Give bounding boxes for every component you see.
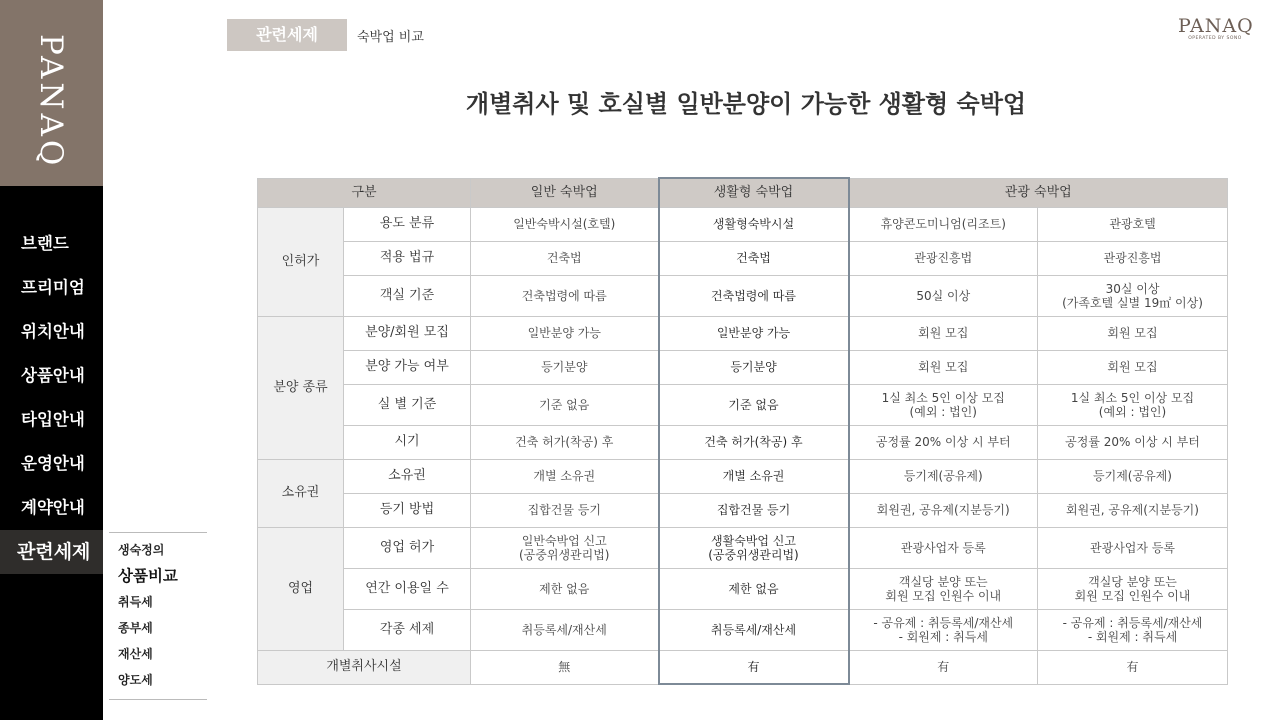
cell-note: - 회원제 : 취득세 [1087, 629, 1178, 644]
table-cell: 회원 모집 [849, 350, 1038, 384]
submenu-item-acquisition-tax[interactable]: 취득세 [118, 595, 153, 609]
table-cell: 50실 이상 [849, 275, 1038, 316]
table-cell: 등기분양 [471, 350, 659, 384]
row-label: 각종 세제 [344, 609, 471, 650]
table-row [258, 350, 1228, 384]
header-category: 구분 [258, 178, 471, 207]
table-cell: 공정률 20% 이상 시 부터 [1038, 425, 1228, 459]
table-cell [849, 568, 1038, 609]
table-cell: 일반숙박시설(호텔) [471, 207, 659, 241]
row-label: 연간 이용일 수 [344, 568, 471, 609]
table-cell: 관광진흥법 [1038, 241, 1228, 275]
tax-submenu [109, 532, 207, 700]
table-cell: 건축법령에 따름 [471, 275, 659, 316]
table-cell: 집합건물 등기 [659, 493, 849, 527]
table-cell [659, 527, 849, 568]
row-label: 소유권 [344, 459, 471, 493]
table-cell: 관광사업자 등록 [849, 527, 1038, 568]
table-cell [1038, 568, 1228, 609]
row-label: 객실 기준 [344, 275, 471, 316]
nav-item-contract[interactable]: 계약안내 [21, 498, 85, 517]
comparison-table [257, 177, 1228, 685]
table-cell: 관광사업자 등록 [1038, 527, 1228, 568]
table-cell: 일반분양 가능 [471, 316, 659, 350]
table-cell: 제한 없음 [659, 568, 849, 609]
table-cell: 기준 없음 [471, 384, 659, 425]
cell-line: 생활숙박업 신고 [711, 533, 796, 548]
table-cell: 취등록세/재산세 [659, 609, 849, 650]
cell-note: 회원 모집 인원수 이내 [1074, 588, 1191, 603]
table-row [258, 207, 1228, 241]
table-cell: 회원 모집 [849, 316, 1038, 350]
nav-item-premium[interactable]: 프리미엄 [21, 278, 85, 297]
table-cell: 공정률 20% 이상 시 부터 [849, 425, 1038, 459]
cell-line: 객실당 분양 또는 [898, 574, 988, 589]
table-cell [1038, 275, 1228, 316]
table-cell: 건축 허가(착공) 후 [471, 425, 659, 459]
table-cell: 생활형숙박시설 [659, 207, 849, 241]
row-label: 용도 분류 [344, 207, 471, 241]
header-tourist-lodging: 관광 숙박업 [849, 178, 1228, 207]
table-row [258, 275, 1228, 316]
table-row [258, 493, 1228, 527]
header-general-lodging: 일반 숙박업 [471, 178, 659, 207]
cell-line: 1실 최소 5인 이상 모집 [881, 390, 1005, 405]
group-sale-type: 분양 종류 [258, 316, 344, 459]
cell-note: - 회원제 : 취득세 [898, 629, 988, 644]
cell-line: 객실당 분양 또는 [1088, 574, 1177, 589]
row-label: 시기 [344, 425, 471, 459]
submenu-item-comparison[interactable]: 상품비교 [118, 567, 178, 585]
nav-item-location[interactable]: 위치안내 [21, 322, 85, 341]
cell-note: (공중위생관리법) [518, 547, 610, 562]
row-label: 적용 법규 [344, 241, 471, 275]
table-cell: 회원 모집 [1038, 316, 1228, 350]
cell-line: - 공유제 : 취등록세/재산세 [873, 615, 1014, 630]
table-cell: 취등록세/재산세 [471, 609, 659, 650]
row-label-cooking: 개별취사시설 [258, 650, 471, 684]
table-cell: 회원권, 공유제(지분등기) [849, 493, 1038, 527]
table-cell: 건축법 [471, 241, 659, 275]
table-cell: 집합건물 등기 [471, 493, 659, 527]
brand-name: PANAQ [1178, 15, 1254, 37]
table-row [258, 459, 1228, 493]
table-cell: 등기제(공유제) [849, 459, 1038, 493]
table-cell: 有 [659, 650, 849, 684]
table-cell: 관광진흥법 [849, 241, 1038, 275]
cell-note: (공중위생관리법) [708, 547, 799, 562]
table-cell: 등기제(공유제) [1038, 459, 1228, 493]
row-label: 분양 가능 여부 [344, 350, 471, 384]
table-cell: 등기분양 [659, 350, 849, 384]
table-row [258, 609, 1228, 650]
breadcrumb-sub: 숙박업 비교 [357, 30, 424, 45]
table-cell: 건축법 [659, 241, 849, 275]
table-row [258, 650, 1228, 684]
nav-item-operation[interactable]: 운영안내 [21, 454, 85, 473]
table-cell: 개별 소유권 [659, 459, 849, 493]
submenu-item-transfer-tax[interactable]: 양도세 [118, 673, 153, 687]
submenu-item-definition[interactable]: 생숙정의 [118, 543, 165, 557]
nav-item-product[interactable]: 상품안내 [21, 366, 85, 385]
table-cell: 有 [849, 650, 1038, 684]
table-row [258, 241, 1228, 275]
table-row [258, 568, 1228, 609]
table-row [258, 316, 1228, 350]
table-cell [1038, 609, 1228, 650]
group-permit: 인허가 [258, 207, 344, 316]
table-cell [1038, 384, 1228, 425]
table-cell: 휴양콘도미니엄(리조트) [849, 207, 1038, 241]
table-row [258, 425, 1228, 459]
table-row [258, 527, 1228, 568]
nav-item-brand[interactable]: 브랜드 [21, 234, 69, 253]
header-residential-lodging: 생활형 숙박업 [659, 178, 849, 207]
table-cell: 회원 모집 [1038, 350, 1228, 384]
cell-line: 일반숙박업 신고 [521, 533, 607, 548]
cell-line: 30실 이상 [1105, 281, 1160, 296]
table-cell: 회원권, 공유제(지분등기) [1038, 493, 1228, 527]
sidebar [0, 0, 103, 720]
table-cell: 無 [471, 650, 659, 684]
group-business: 영업 [258, 527, 344, 650]
nav-item-tax[interactable]: 관련세제 [0, 530, 103, 574]
submenu-item-property-holding-tax[interactable]: 종부세 [118, 621, 153, 635]
cell-note: (예외 : 법인) [1098, 404, 1167, 419]
table-row [258, 384, 1228, 425]
row-label: 실 별 기준 [344, 384, 471, 425]
breadcrumb-tag: 관련세제 [227, 19, 347, 51]
submenu-item-property-tax[interactable]: 재산세 [118, 647, 153, 661]
sidebar-nav [0, 222, 103, 574]
table-cell: 건축법령에 따름 [659, 275, 849, 316]
row-label: 영업 허가 [344, 527, 471, 568]
table-cell: 제한 없음 [471, 568, 659, 609]
table-cell: 有 [1038, 650, 1228, 684]
row-label: 분양/회원 모집 [344, 316, 471, 350]
brand-logo[interactable] [1178, 16, 1252, 42]
table-cell: 기준 없음 [659, 384, 849, 425]
table-cell: 건축 허가(착공) 후 [659, 425, 849, 459]
cell-line: - 공유제 : 취등록세/재산세 [1062, 615, 1203, 630]
table-cell: 일반분양 가능 [659, 316, 849, 350]
table-cell [849, 384, 1038, 425]
sidebar-logo: PANAQ [33, 34, 69, 170]
cell-note: (가족호텔 실별 19㎡ 이상) [1062, 295, 1203, 310]
table-cell: 개별 소유권 [471, 459, 659, 493]
group-ownership: 소유권 [258, 459, 344, 527]
sidebar-logo-box[interactable] [0, 0, 103, 186]
table-cell [849, 609, 1038, 650]
cell-note: (예외 : 법인) [909, 404, 977, 419]
page-title: 개별취사 및 호실별 일반분양이 가능한 생활형 숙박업 [465, 90, 1027, 118]
table-cell: 관광호텔 [1038, 207, 1228, 241]
row-label: 등기 방법 [344, 493, 471, 527]
cell-line: 1실 최소 5인 이상 모집 [1070, 390, 1195, 405]
nav-item-type[interactable]: 타입안내 [21, 410, 85, 429]
brand-subtitle: OPERATED BY SONO [1188, 36, 1242, 41]
cell-note: 회원 모집 인원수 이내 [885, 588, 1002, 603]
table-cell [471, 527, 659, 568]
